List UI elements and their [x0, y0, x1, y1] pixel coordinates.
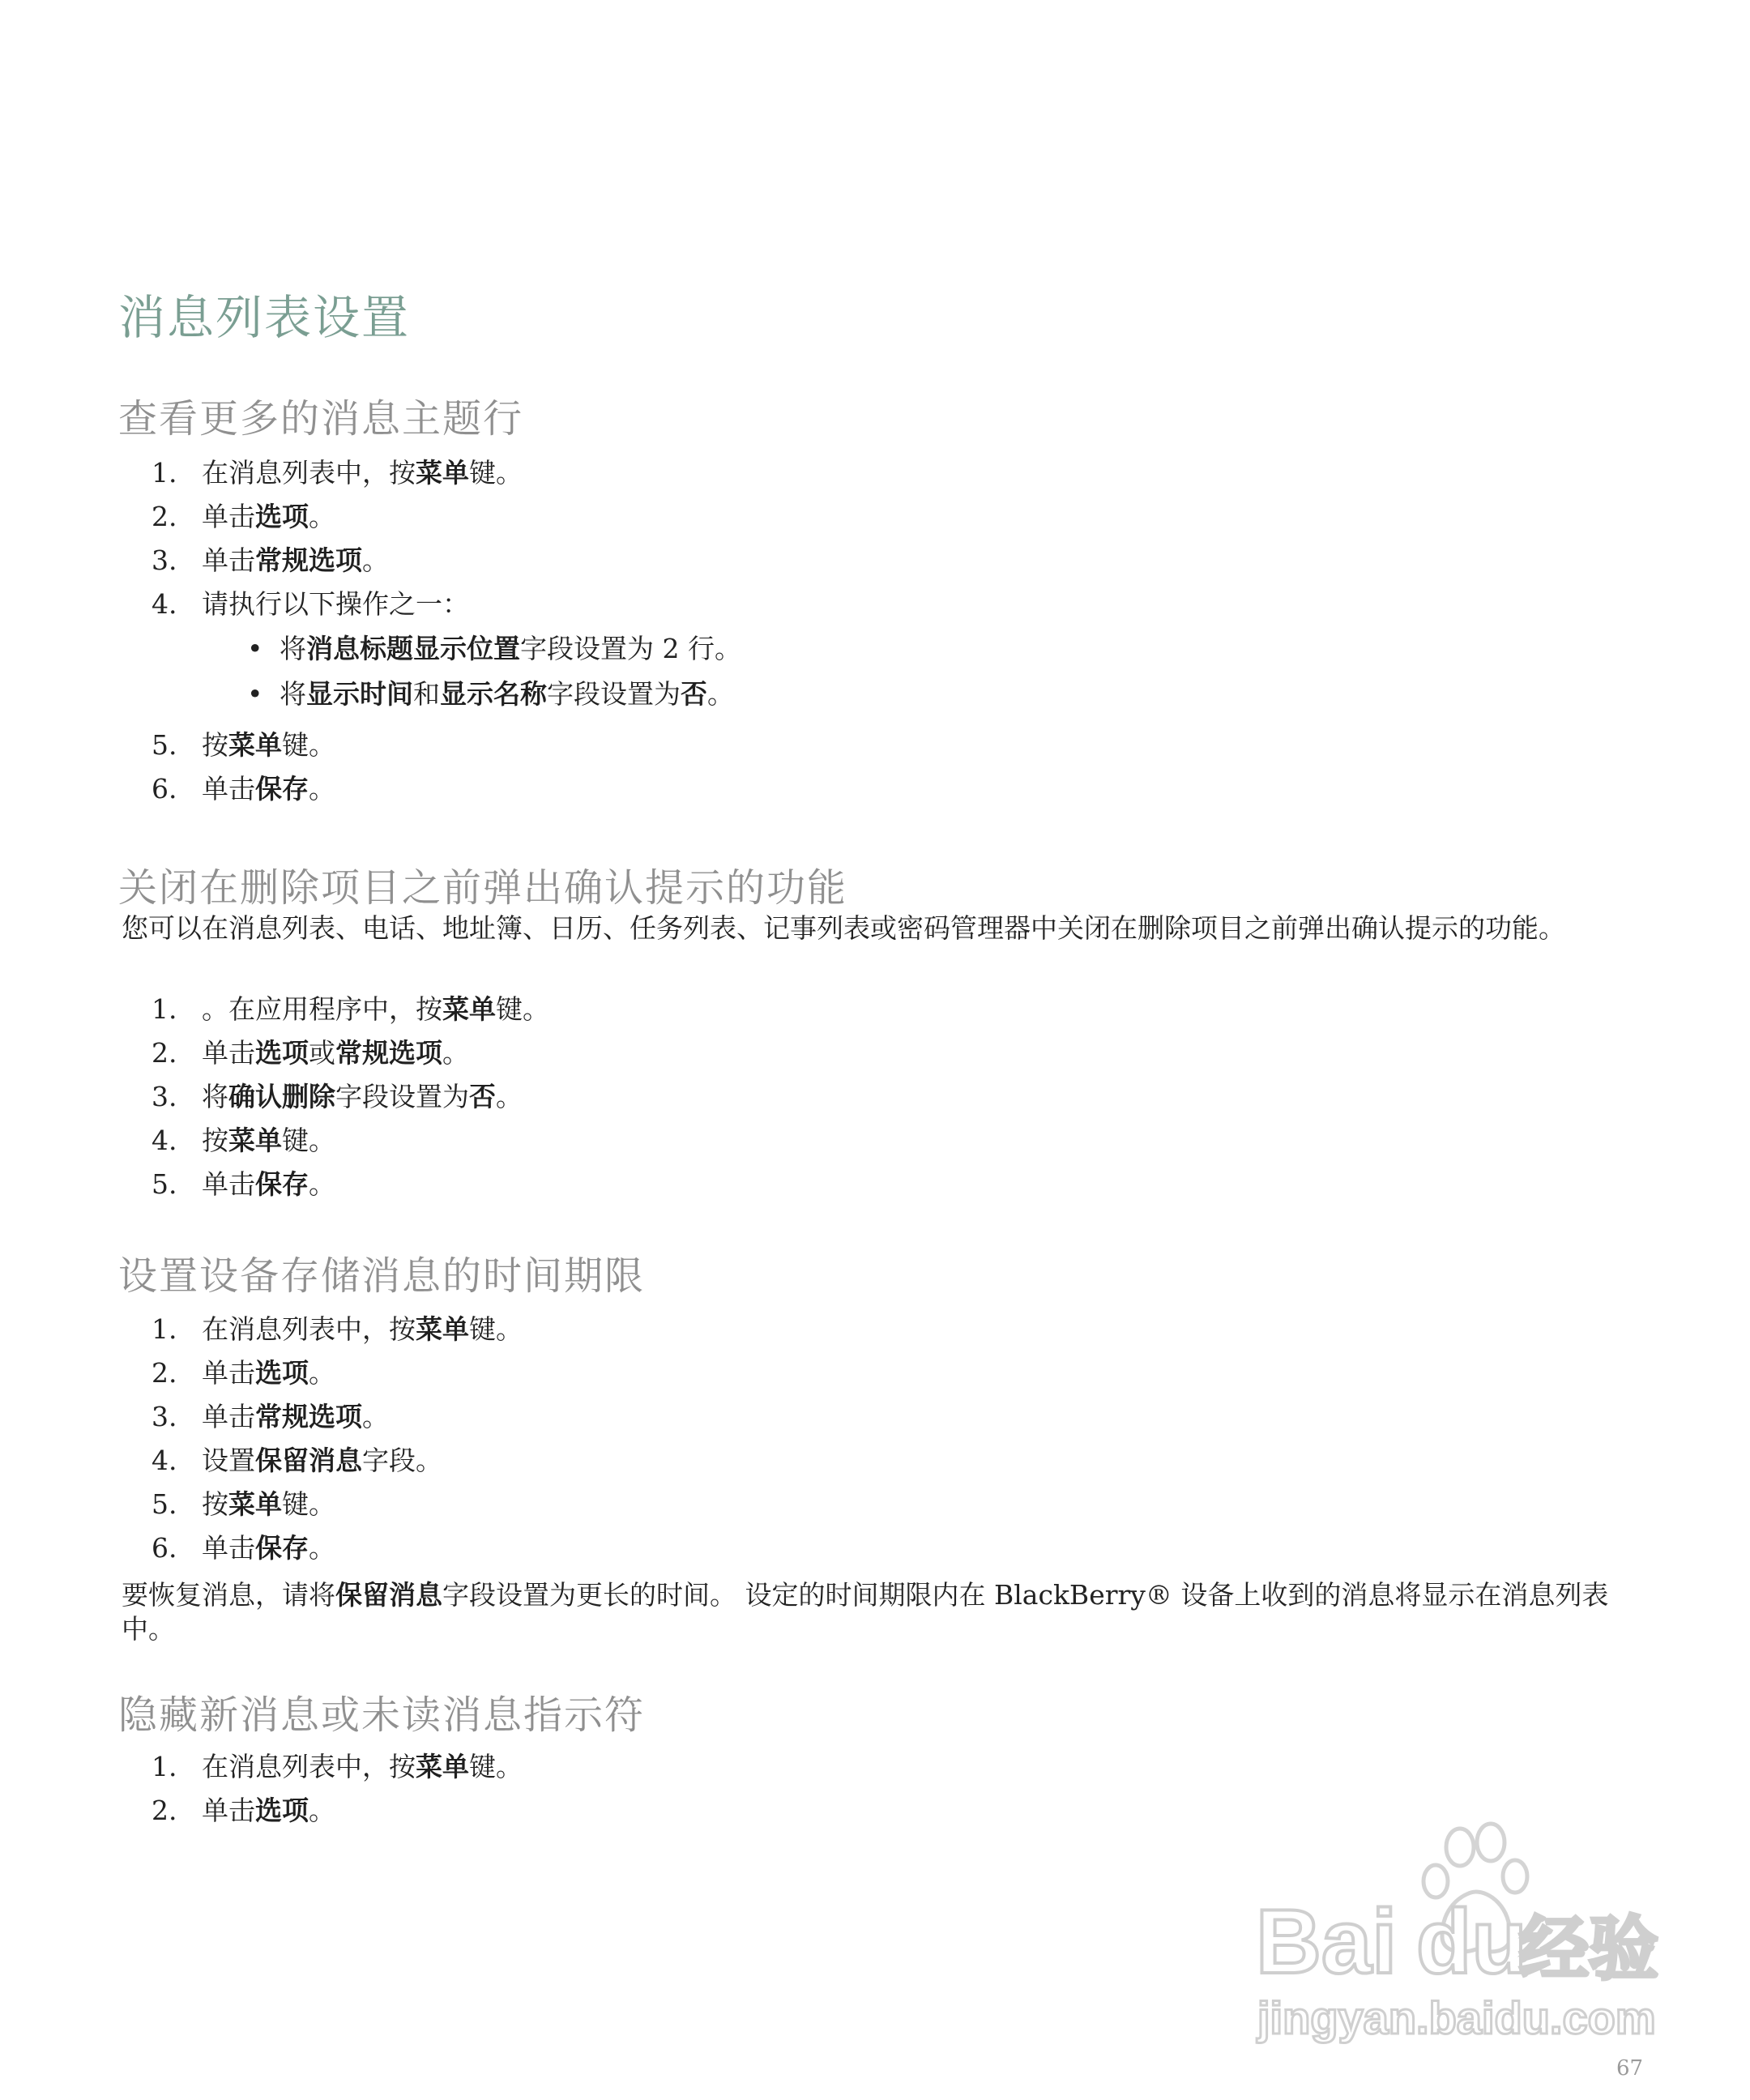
ui-term: 保留消息 — [255, 1445, 362, 1476]
ui-term: 菜单 — [228, 1488, 282, 1520]
section-title-more-subject-lines: 查看更多的消息主题行 — [118, 396, 524, 442]
ui-term: 菜单 — [228, 1125, 282, 1156]
section-title-hide-unread-indicator: 隐藏新消息或未读消息指示符 — [118, 1692, 646, 1738]
retention-note — [122, 1578, 1649, 1646]
step-number: 6. — [152, 1532, 177, 1564]
section-intro: 您可以在消息列表、电话、地址簿、日历、任务列表、记事列表或密码管理器中关闭在删除项目之前弹出确认提示的功能。 — [122, 912, 1565, 944]
step-number: 1. — [152, 1751, 177, 1782]
step-text: 单击 — [202, 1037, 255, 1069]
step-text: 或 — [309, 1037, 335, 1069]
step-text: 键。 — [469, 1751, 523, 1782]
step-number: 2. — [152, 1357, 177, 1389]
step-text: 字段。 — [362, 1445, 442, 1476]
step-number: 4. — [152, 1445, 177, 1476]
page-number: 67 — [1616, 2056, 1644, 2081]
step-text: 。 — [309, 501, 335, 532]
step-number: 3. — [152, 1081, 177, 1112]
step-text: 单击 — [202, 1357, 255, 1389]
note-text: 要恢复消息，请将 — [122, 1579, 335, 1611]
step-text: 键。 — [282, 1125, 335, 1156]
step-text: 。 — [442, 1037, 469, 1069]
step-text: 。 — [309, 1168, 335, 1200]
step-text: 单击 — [202, 1532, 255, 1564]
bullet-icon: • — [247, 678, 263, 710]
step-text: 键。 — [469, 457, 523, 489]
step-text: 请执行以下操作之一： — [202, 588, 469, 620]
ui-term: 常规选项 — [255, 544, 362, 576]
step-text: 和 — [413, 678, 440, 710]
step-text: 字段设置为 — [547, 678, 681, 710]
step-text: 在消息列表中，按 — [202, 457, 416, 489]
step-number: 5. — [152, 1488, 177, 1520]
step-number: 2. — [152, 1037, 177, 1069]
step-number: 1. — [152, 993, 177, 1025]
ui-term: 显示名称 — [440, 678, 547, 710]
ui-term: 选项 — [255, 501, 309, 532]
step-text: 。 — [309, 1795, 335, 1826]
step-text: 。 — [362, 544, 389, 576]
step-text: 。 — [362, 1401, 389, 1432]
step-text: 单击 — [202, 773, 255, 805]
ui-term: 否 — [681, 678, 707, 710]
ui-term: 菜单 — [416, 457, 469, 489]
step-text: 在消息列表中，按 — [202, 1313, 416, 1345]
ui-term: 菜单 — [442, 993, 496, 1025]
step-text: 。 — [496, 1081, 523, 1112]
step-text: 在消息列表中，按 — [202, 1751, 416, 1782]
step-text: 。 — [309, 1357, 335, 1389]
step-text: 设置 — [202, 1445, 255, 1476]
ui-term: 保留消息 — [335, 1579, 442, 1611]
watermark-brand-a: Bai — [1256, 1891, 1398, 1992]
step-text: 单击 — [202, 1795, 255, 1826]
section-title-message-retention: 设置设备存储消息的时间期限 — [118, 1253, 646, 1299]
step-text: 字段设置为 2 行。 — [520, 633, 741, 664]
bullet-icon: • — [247, 633, 263, 664]
step-text: 按 — [202, 729, 228, 761]
ui-term: 选项 — [255, 1357, 309, 1389]
step-number: 3. — [152, 1401, 177, 1432]
step-text: 键。 — [282, 1488, 335, 1520]
step-text: 字段设置为 — [335, 1081, 469, 1112]
step-number: 6. — [152, 773, 177, 805]
ui-term: 显示时间 — [306, 678, 413, 710]
step-text: 单击 — [202, 544, 255, 576]
ui-term: 保存 — [255, 1168, 309, 1200]
ui-term: 常规选项 — [335, 1037, 442, 1069]
step-number: 2. — [152, 501, 177, 532]
watermark-brand-b: du — [1416, 1891, 1527, 1992]
ui-term: 常规选项 — [255, 1401, 362, 1432]
ui-term: 菜单 — [228, 729, 282, 761]
step-number: 1. — [152, 457, 177, 489]
step-text: 按 — [202, 1125, 228, 1156]
step-text: 。 — [309, 773, 335, 805]
step-text: 键。 — [496, 993, 549, 1025]
ui-term: 保存 — [255, 773, 309, 805]
ui-term: 菜单 — [416, 1751, 469, 1782]
ui-term: 选项 — [255, 1795, 309, 1826]
ui-term: 消息标题显示位置 — [306, 633, 520, 664]
baidu-jingyan-watermark — [1248, 1815, 1669, 2050]
step-text: 将 — [202, 1081, 228, 1112]
step-text: 按 — [202, 1488, 228, 1520]
step-number: 4. — [152, 1125, 177, 1156]
step-text: 。在应用程序中，按 — [202, 993, 442, 1025]
step-number: 3. — [152, 544, 177, 576]
step-text: 单击 — [202, 501, 255, 532]
step-text: 将 — [280, 633, 306, 664]
watermark-url: jingyan.baidu.com — [1257, 1992, 1656, 2043]
step-number: 2. — [152, 1795, 177, 1826]
page-title: 消息列表设置 — [118, 290, 411, 345]
step-number: 5. — [152, 1168, 177, 1200]
ui-term: 菜单 — [416, 1313, 469, 1345]
step-text: 单击 — [202, 1168, 255, 1200]
step-text: 键。 — [282, 729, 335, 761]
step-text: 键。 — [469, 1313, 523, 1345]
step-text: 单击 — [202, 1401, 255, 1432]
note-text: 字段设置为更长的时间。 设定的时间期限内在 BlackBerry® 设备上收到的消息将显示在消息列表中。 — [122, 1579, 1609, 1645]
ui-term: 否 — [469, 1081, 496, 1112]
ui-term: 确认删除 — [228, 1081, 335, 1112]
step-number: 5. — [152, 729, 177, 761]
step-text: 。 — [309, 1532, 335, 1564]
step-number: 4. — [152, 588, 177, 620]
section-title-disable-delete-confirm: 关闭在删除项目之前弹出确认提示的功能 — [118, 865, 848, 911]
ui-term: 选项 — [255, 1037, 309, 1069]
step-number: 1. — [152, 1313, 177, 1345]
watermark-brand-c: 经验 — [1519, 1909, 1658, 1990]
step-text: 。 — [707, 678, 734, 710]
step-text: 将 — [280, 678, 306, 710]
ui-term: 保存 — [255, 1532, 309, 1564]
